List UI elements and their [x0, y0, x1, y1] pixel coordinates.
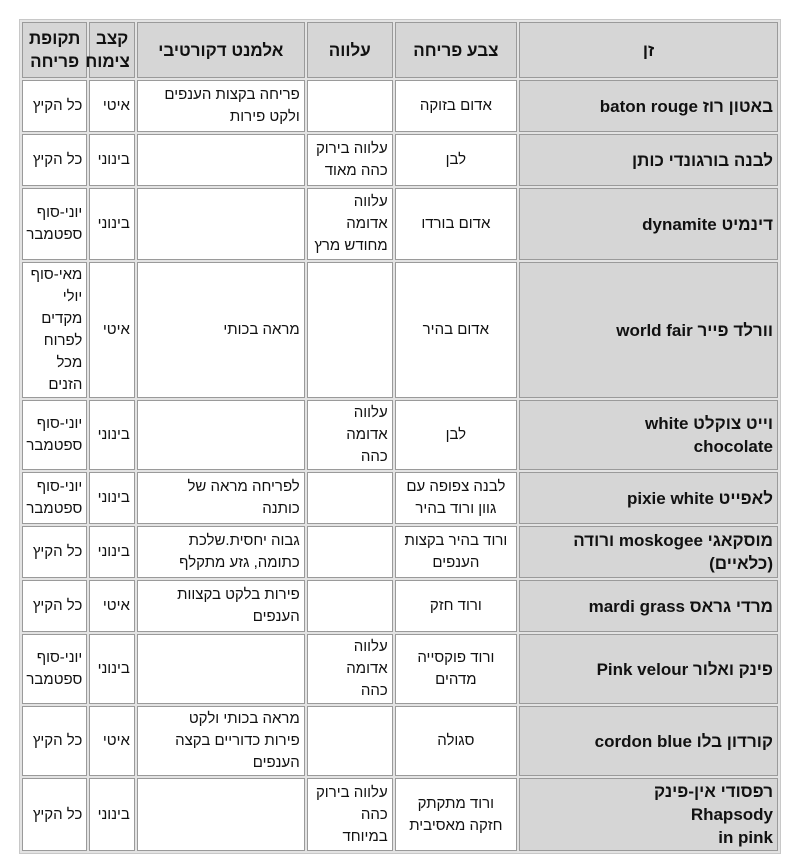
cell-growth-rate: בינוני — [89, 188, 135, 260]
cell-flower-color: אדום בורדו — [395, 188, 517, 260]
cell-decorative: לפריחה מראה של כותנה — [137, 472, 305, 524]
cell-name: רפסודי אין-פינק Rhapsody in pink — [519, 778, 778, 851]
table-row — [22, 134, 778, 186]
header-bloom-period: תקופת פריחה — [22, 22, 87, 78]
cell-decorative: גבוה יחסית.שלכת כתומה, גזע מתקלף — [137, 526, 305, 578]
table-row — [22, 580, 778, 632]
cell-growth-rate: בינוני — [89, 134, 135, 186]
cell-growth-rate: בינוני — [89, 634, 135, 704]
cell-leaf — [307, 526, 393, 578]
cell-growth-rate: בינוני — [89, 400, 135, 470]
cell-growth-rate: בינוני — [89, 472, 135, 524]
cell-flower-color: לבנה צפופה עם גוון ורוד בהיר — [395, 472, 517, 524]
cell-decorative: פריחה בקצות הענפים ולקט פירות — [137, 80, 305, 132]
cell-growth-rate: בינוני — [89, 526, 135, 578]
cell-growth-rate: איטי — [89, 262, 135, 398]
cell-bloom-period: יוני-סוף ספטמבר — [22, 400, 87, 470]
cell-leaf: עלווה בירוק כהה במיוחד — [307, 778, 393, 851]
cell-leaf — [307, 80, 393, 132]
cell-bloom-period: יוני-סוף ספטמבר — [22, 472, 87, 524]
cell-flower-color: ורוד פוקסייה מדהים — [395, 634, 517, 704]
cell-bloom-period: יוני-סוף ספטמבר — [22, 188, 87, 260]
cell-leaf: עלווה אדומה כהה — [307, 400, 393, 470]
cell-growth-rate: בינוני — [89, 778, 135, 851]
table-row — [22, 778, 778, 851]
table-row — [22, 706, 778, 776]
table-row — [22, 634, 778, 704]
table-row — [22, 262, 778, 398]
cell-leaf: עלווה אדומה כהה — [307, 634, 393, 704]
cell-decorative: פירות בלקט בקצוות הענפים — [137, 580, 305, 632]
cell-name: וייט צוקלט white chocolate — [519, 400, 778, 470]
cell-name: וורלד פייר world fair — [519, 262, 778, 398]
cell-bloom-period: כל הקיץ — [22, 778, 87, 851]
cell-leaf: עלווה אדומה מחודש מרץ — [307, 188, 393, 260]
header-growth-rate: קצב צימוח — [89, 22, 135, 78]
cell-growth-rate: איטי — [89, 580, 135, 632]
cell-name: לבנה בורגונדי כותן — [519, 134, 778, 186]
header-decorative: אלמנט דקורטיבי — [137, 22, 305, 78]
cell-flower-color: ורוד בהיר בקצות הענפים — [395, 526, 517, 578]
header-name: זן — [519, 22, 778, 78]
cell-leaf: עלווה בירוק כהה מאוד — [307, 134, 393, 186]
cell-bloom-period: כל הקיץ — [22, 580, 87, 632]
cell-bloom-period: כל הקיץ — [22, 134, 87, 186]
cell-leaf — [307, 472, 393, 524]
cell-decorative: מראה בכותי — [137, 262, 305, 398]
cell-name: לאפייט pixie white — [519, 472, 778, 524]
header-flower-color: צבע פריחה — [395, 22, 517, 78]
cell-growth-rate: איטי — [89, 706, 135, 776]
cell-flower-color: אדום בזוקה — [395, 80, 517, 132]
cell-name: מרדי גראס mardi grass — [519, 580, 778, 632]
cell-flower-color: סגולה — [395, 706, 517, 776]
cell-decorative — [137, 634, 305, 704]
cell-name: באטון רוז baton rouge — [519, 80, 778, 132]
cell-name: קורדון בלו cordon blue — [519, 706, 778, 776]
cell-flower-color: ורוד חזק — [395, 580, 517, 632]
cell-flower-color: אדום בהיר — [395, 262, 517, 398]
cell-bloom-period: יוני-סוף ספטמבר — [22, 634, 87, 704]
header-leaf: עלווה — [307, 22, 393, 78]
table-row — [22, 400, 778, 470]
cell-decorative — [137, 188, 305, 260]
cell-decorative — [137, 400, 305, 470]
cell-bloom-period: כל הקיץ — [22, 80, 87, 132]
cell-decorative — [137, 778, 305, 851]
cell-flower-color: לבן — [395, 134, 517, 186]
table-row — [22, 188, 778, 260]
header-row — [22, 22, 778, 78]
cell-name: פינק ואלור Pink velour — [519, 634, 778, 704]
cell-leaf — [307, 580, 393, 632]
cell-decorative — [137, 134, 305, 186]
cell-bloom-period: מאי-סוף יולי מקדים לפרוח מכל הזנים — [22, 262, 87, 398]
cell-growth-rate: איטי — [89, 80, 135, 132]
table-row — [22, 526, 778, 578]
varieties-table — [19, 19, 781, 854]
cell-name: מוסקאגי moskogee ורודה (כלאיים) — [519, 526, 778, 578]
cell-bloom-period: כל הקיץ — [22, 706, 87, 776]
table-row — [22, 472, 778, 524]
cell-leaf — [307, 262, 393, 398]
varieties-table-container — [19, 19, 781, 854]
cell-flower-color: ורוד מתקתק חזקה מאסיבית — [395, 778, 517, 851]
cell-bloom-period: כל הקיץ — [22, 526, 87, 578]
cell-flower-color: לבן — [395, 400, 517, 470]
table-row — [22, 80, 778, 132]
cell-leaf — [307, 706, 393, 776]
cell-decorative: מראה בכותי ולקט פירות כדוריים בקצה הענפים — [137, 706, 305, 776]
cell-name: דינמיט dynamite — [519, 188, 778, 260]
